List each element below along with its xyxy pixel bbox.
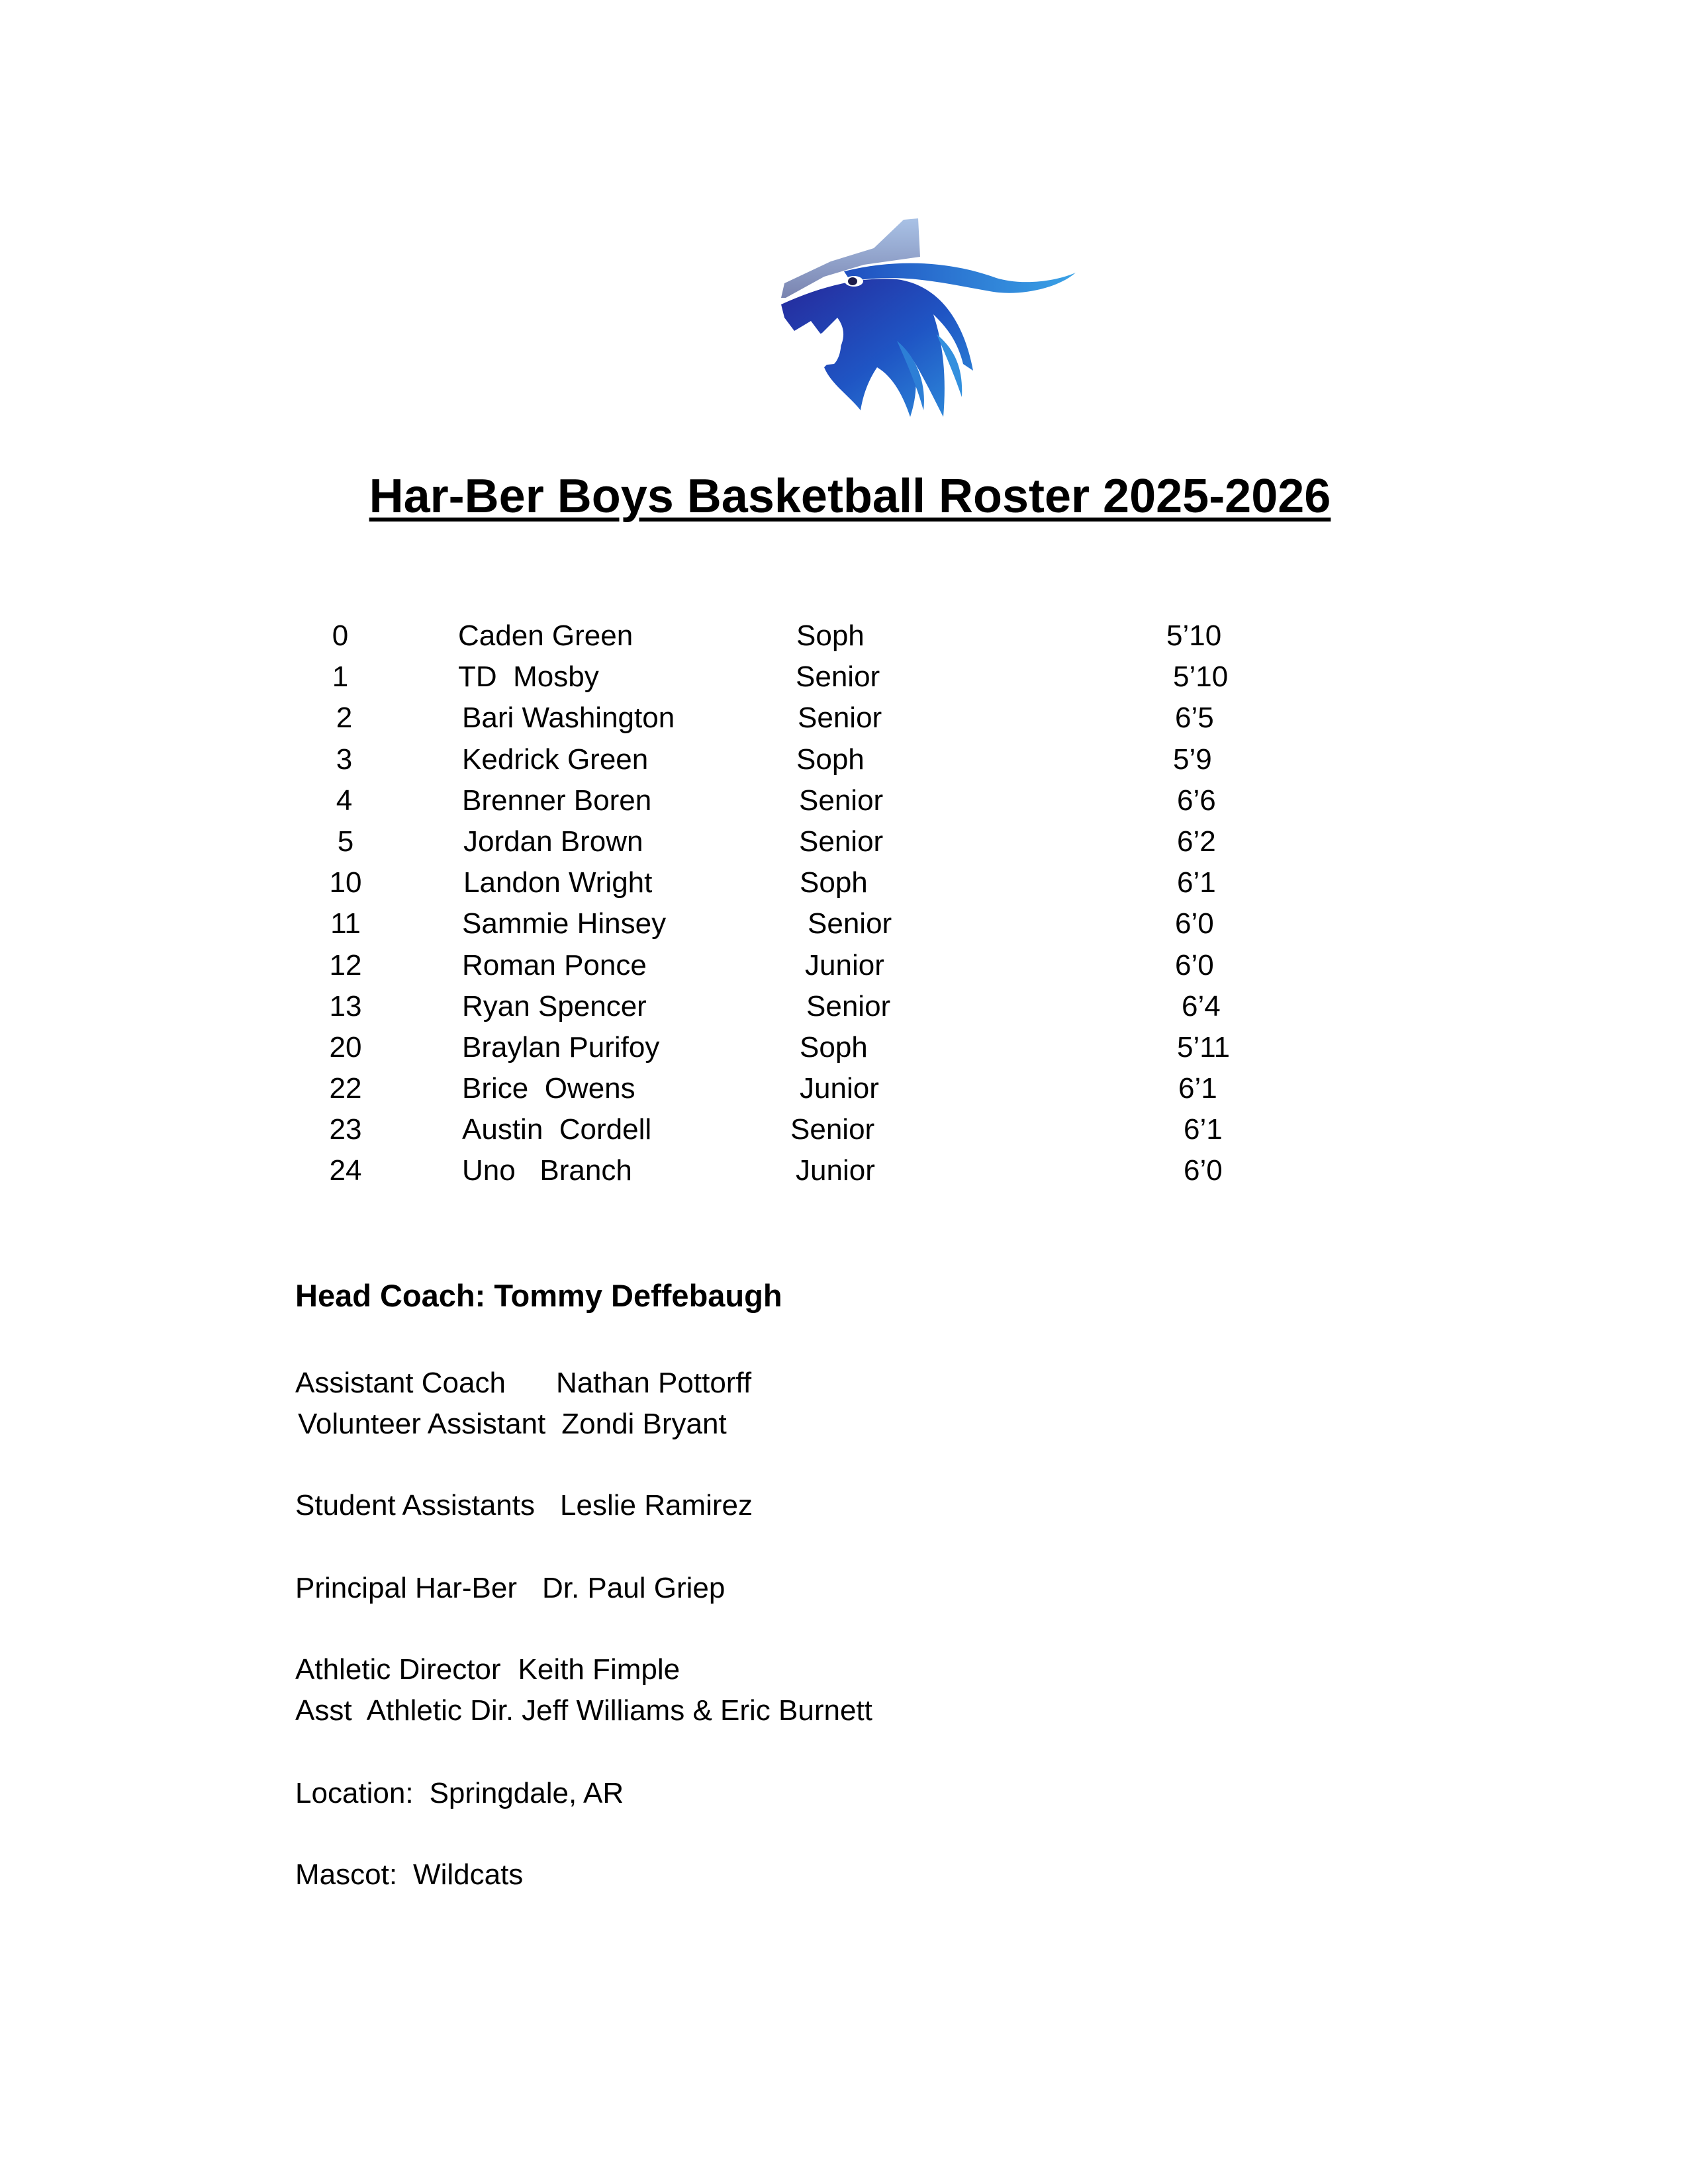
asst-athletic-director-names: Jeff Williams & Eric Burnett xyxy=(522,1694,872,1727)
player-class: Soph xyxy=(796,743,865,776)
player-number: 11 xyxy=(330,907,361,940)
player-number: 13 xyxy=(329,989,362,1023)
roster-row xyxy=(0,739,1688,780)
player-number: 10 xyxy=(329,866,362,899)
athletic-director-name: Keith Fimple xyxy=(518,1653,680,1686)
player-number: 2 xyxy=(336,702,353,735)
player-number: 4 xyxy=(336,784,353,817)
page-title-text: Har-Ber Boys Basketball Roster 2025-2026 xyxy=(369,470,1331,523)
location-label: Location: xyxy=(295,1777,414,1809)
player-class: Soph xyxy=(800,1030,868,1064)
player-height: 6’0 xyxy=(1175,948,1214,981)
player-number: 22 xyxy=(329,1072,362,1105)
roster-row xyxy=(0,862,1688,903)
student-assistants-name: Leslie Ramirez xyxy=(560,1489,753,1522)
mascot-value: Wildcats xyxy=(413,1858,524,1891)
player-number: 24 xyxy=(329,1154,362,1187)
volunteer-assistant-label: Volunteer Assistant xyxy=(298,1408,546,1440)
roster-row xyxy=(0,821,1688,862)
player-name: Kedrick Green xyxy=(462,743,649,776)
player-name: Braylan Purifoy xyxy=(462,1030,660,1064)
roster-row xyxy=(0,903,1688,944)
player-height: 5’9 xyxy=(1173,743,1212,776)
student-assistants-line xyxy=(295,1486,753,1525)
roster-row xyxy=(0,1150,1688,1191)
player-name: Caden Green xyxy=(458,619,633,652)
roster-row xyxy=(0,657,1688,698)
player-name: Ryan Spencer xyxy=(462,989,647,1023)
volunteer-assistant-name: Zondi Bryant xyxy=(561,1408,727,1440)
roster-row xyxy=(0,1027,1688,1068)
player-class: Junior xyxy=(805,948,884,981)
player-number: 23 xyxy=(329,1113,362,1146)
roster-row xyxy=(0,698,1688,739)
assistant-coach-label: Assistant Coach xyxy=(295,1367,506,1399)
player-name: Brenner Boren xyxy=(462,784,652,817)
player-name: Landon Wright xyxy=(463,866,653,899)
roster-row xyxy=(0,1068,1688,1109)
location-line xyxy=(295,1774,624,1813)
roster-row xyxy=(0,1109,1688,1150)
player-name: Bari Washington xyxy=(462,702,675,735)
player-class: Senior xyxy=(808,907,892,940)
player-name: Brice Owens xyxy=(462,1072,635,1105)
player-class: Senior xyxy=(796,660,880,694)
player-name: Roman Ponce xyxy=(462,948,647,981)
athletic-director-line xyxy=(295,1650,680,1690)
location-value: Springdale, AR xyxy=(429,1777,624,1809)
mascot-label: Mascot: xyxy=(295,1858,398,1891)
player-height: 5’11 xyxy=(1177,1030,1230,1064)
player-number: 5 xyxy=(337,825,354,858)
player-number: 12 xyxy=(329,948,362,981)
player-class: Soph xyxy=(796,619,865,652)
assistant-coach-name: Nathan Pottorff xyxy=(555,1367,752,1399)
player-class: Junior xyxy=(796,1154,875,1187)
wildcat-logo xyxy=(745,199,1082,427)
player-height: 5’10 xyxy=(1173,660,1229,694)
roster-row xyxy=(0,615,1688,657)
player-class: Senior xyxy=(799,784,884,817)
roster-row xyxy=(0,945,1688,986)
player-height: 6’4 xyxy=(1182,989,1221,1023)
player-name: Jordan Brown xyxy=(463,825,643,858)
principal-name: Dr. Paul Griep xyxy=(541,1572,726,1604)
athletic-director-label: Athletic Director xyxy=(295,1653,501,1686)
player-height: 6’1 xyxy=(1177,866,1216,899)
roster-row xyxy=(0,986,1688,1027)
player-number: 0 xyxy=(332,619,349,652)
player-height: 6’1 xyxy=(1178,1072,1217,1105)
page-title xyxy=(0,467,1688,526)
principal-line xyxy=(295,1569,725,1608)
player-class: Soph xyxy=(800,866,868,899)
roster-list xyxy=(0,615,1688,1192)
player-height: 6’0 xyxy=(1184,1154,1223,1187)
player-name: Uno Branch xyxy=(462,1154,632,1187)
player-class: Senior xyxy=(798,702,882,735)
player-number: 3 xyxy=(336,743,353,776)
player-class: Senior xyxy=(806,989,891,1023)
assistant-coach-line xyxy=(295,1363,751,1403)
player-class: Senior xyxy=(790,1113,875,1146)
player-height: 6’0 xyxy=(1175,907,1214,940)
head-coach: Head Coach: Tommy Deffebaugh xyxy=(295,1278,782,1313)
player-height: 6’6 xyxy=(1177,784,1216,817)
player-height: 5’10 xyxy=(1166,619,1222,652)
volunteer-assistant-line xyxy=(298,1404,727,1444)
mascot-line xyxy=(295,1855,523,1895)
player-name: Sammie Hinsey xyxy=(462,907,667,940)
player-class: Junior xyxy=(800,1072,879,1105)
player-height: 6’2 xyxy=(1177,825,1216,858)
player-height: 6’1 xyxy=(1184,1113,1223,1146)
player-number: 1 xyxy=(332,660,349,694)
player-number: 20 xyxy=(329,1030,362,1064)
asst-athletic-director-line xyxy=(295,1691,872,1731)
player-height: 6’5 xyxy=(1175,702,1214,735)
student-assistants-label: Student Assistants xyxy=(295,1489,535,1522)
player-name: TD Mosby xyxy=(458,660,599,694)
asst-athletic-director-label: Asst Athletic Dir. xyxy=(295,1694,514,1727)
principal-label: Principal Har-Ber xyxy=(295,1572,517,1604)
player-class: Senior xyxy=(799,825,884,858)
roster-row xyxy=(0,780,1688,821)
player-name: Austin Cordell xyxy=(462,1113,652,1146)
wildcat-head-icon xyxy=(745,199,1082,427)
